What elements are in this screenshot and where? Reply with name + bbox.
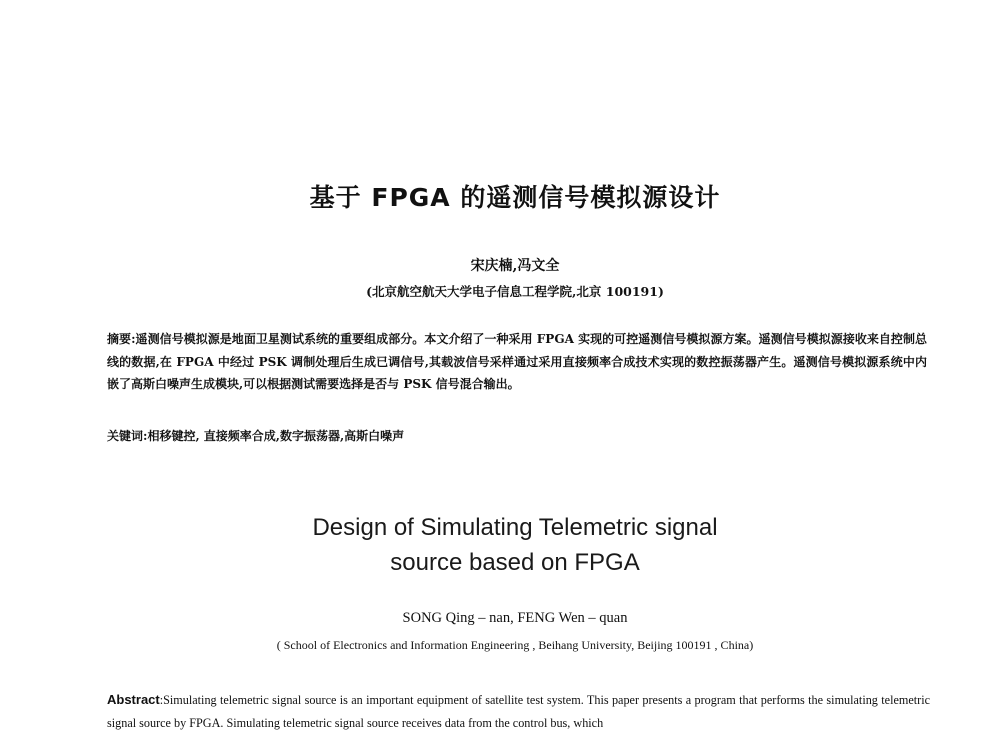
english-abstract: [107, 688, 930, 735]
chinese-abstract: [107, 328, 927, 396]
chinese-affiliation: (北京航空航天大学电子信息工程学院,北京 100191): [366, 284, 664, 299]
english-abstract-text: :Simulating telemetric signal source is an important equipment of satellite test system. This paper presents a program that performs the simulating telemetric signal source by FPGA. Simulating telemetric signal source receives data from the control bus, which: [107, 693, 930, 730]
english-affiliation: ( School of Electronics and Information Engineering , Beihang University, Beijing 100191 , China): [276, 638, 754, 652]
english-title: [0, 510, 1000, 580]
english-abstract-label: Abstract: [107, 692, 160, 707]
chinese-keywords-label: 关键词:: [107, 429, 148, 443]
english-title-line-2: source based on FPGA: [390, 549, 640, 576]
english-authors: SONG Qing – nan, FENG Wen – quan: [402, 610, 628, 626]
chinese-keywords-text: 相移键控, 直接频率合成,数字振荡器,高斯白噪声: [147, 429, 405, 443]
english-title-line-1: Design of Simulating Telemetric signal: [312, 514, 718, 541]
chinese-authors: 宋庆楠,冯文全: [470, 258, 560, 274]
chinese-title: 基于 FPGA 的遥测信号模拟源设计: [309, 183, 721, 212]
chinese-keywords: [107, 427, 927, 444]
chinese-abstract-label: 摘要:: [107, 332, 136, 346]
chinese-abstract-text: 遥测信号模拟源是地面卫星测试系统的重要组成部分。本文介绍了一种采用 FPGA 实现的可控遥测信号模拟源方案。遥测信号模拟源接收来自控制总线的数据,在 FPGA 中经过 PSK 调制处理后生成已调信号,其载波信号采样通过采用直接频率合成技术实现的数控振荡器产生。遥测信号模拟源系统中内嵌了高斯白噪声生成模块,可以根据测试需要选择是否与 PSK 信号混合输出。: [107, 332, 927, 391]
